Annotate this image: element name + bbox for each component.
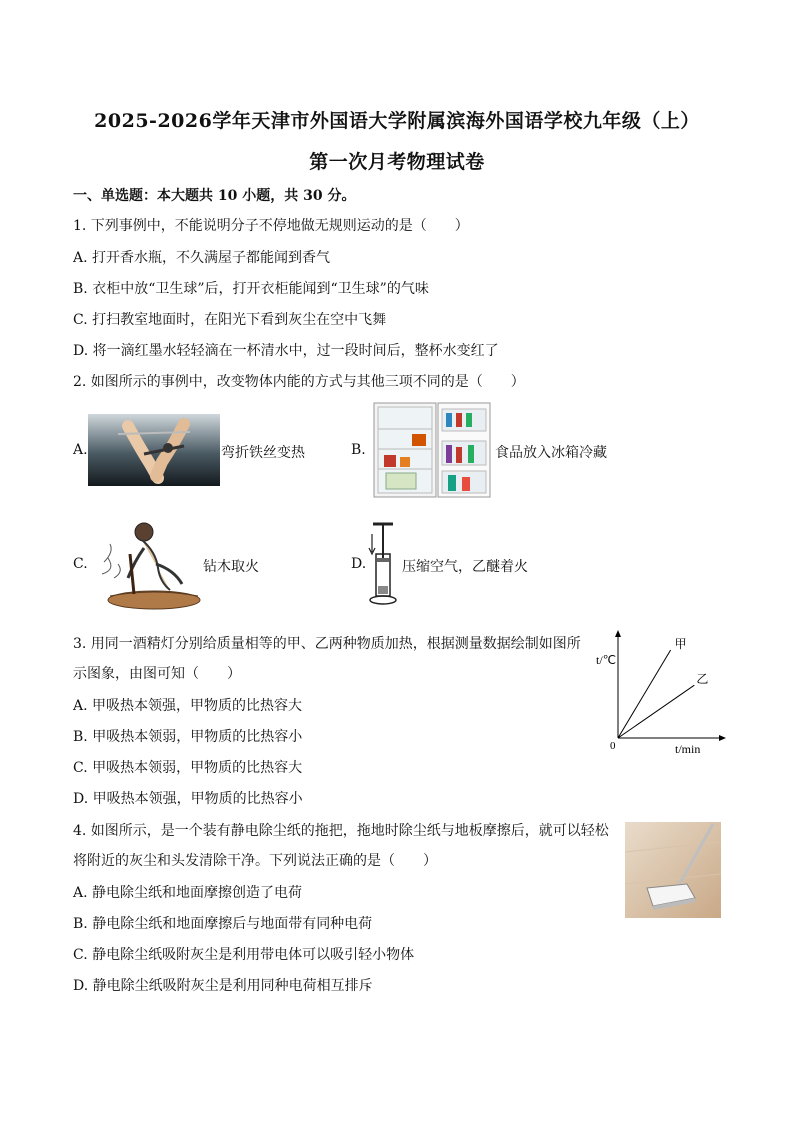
chart-series-label-2: 乙 [696, 672, 709, 687]
temperature-time-chart [590, 628, 730, 764]
q3-option-c: C. 甲吸热本领弱，甲物质的比热容大 [73, 760, 303, 776]
chart-series-line-2 [618, 685, 694, 738]
refrigerator-image [372, 401, 494, 499]
q2-option-b-label: B. [351, 442, 366, 458]
q2-option-b-caption: 食品放入冰箱冷藏 [495, 445, 607, 461]
q1-option-c: C. 打扫教室地面时，在阳光下看到灰尘在空中飞舞 [73, 312, 387, 328]
q1-option-d: D. 将一滴红墨水轻轻滴在一杯清水中，过一段时间后，整杯水变红了 [73, 343, 499, 359]
q2-option-d-caption: 压缩空气，乙醚着火 [402, 559, 528, 575]
q1-option-a: A. 打开香水瓶，不久满屋子都能闻到香气 [73, 250, 331, 266]
q4-option-c: C. 静电除尘纸吸附灰尘是利用带电体可以吸引轻小物体 [73, 947, 415, 963]
exam-title-line2: 第一次月考物理试卷 [309, 151, 485, 173]
q4-stem-line2: 将附近的灰尘和头发清除干净。下列说法正确的是（ ） [73, 853, 437, 869]
electrostatic-mop-image [625, 822, 721, 918]
q4-option-a: A. 静电除尘纸和地面摩擦创造了电荷 [73, 885, 303, 901]
drilling-wood-fire-image [94, 518, 204, 612]
q4-stem-line1: 4. 如图所示，是一个装有静电除尘纸的拖把，拖地时除尘纸与地板摩擦后，就可以轻松 [73, 823, 609, 839]
q4-option-d: D. 静电除尘纸吸附灰尘是利用同种电荷相互排斥 [73, 978, 373, 994]
q2-option-a-label: A. [73, 442, 88, 458]
q2-option-a-caption: 弯折铁丝变热 [221, 445, 305, 461]
section-heading: 一、单选题：本大题共 10 小题，共 30 分。 [73, 188, 356, 204]
exam-title-line1: 2025-2026学年天津市外国语大学附属滨海外国语学校九年级（上） [94, 110, 700, 132]
q2-option-c-label: C. [73, 556, 88, 572]
chart-origin-label: 0 [610, 740, 616, 752]
chart-y-arrow [615, 630, 621, 637]
chart-series-line-1 [618, 650, 671, 738]
air-compression-apparatus-image [366, 518, 400, 608]
q3-option-d: D. 甲吸热本领强，甲物质的比热容小 [73, 791, 303, 807]
q3-stem-line1: 3. 用同一酒精灯分别给质量相等的甲、乙两种物质加热，根据测量数据绘制如图所 [73, 636, 581, 652]
q4-option-b: B. 静电除尘纸和地面摩擦后与地面带有同种电荷 [73, 916, 373, 932]
q1-option-b: B. 衣柜中放“卫生球”后，打开衣柜能闻到“卫生球”的气味 [73, 281, 429, 297]
q3-stem-line2: 示图象，由图可知（ ） [73, 666, 241, 682]
q1-stem: 1. 下列事例中，不能说明分子不停地做无规则运动的是（ ） [73, 218, 469, 234]
chart-xlabel: t/min [675, 742, 701, 756]
q3-option-a: A. 甲吸热本领强，甲物质的比热容大 [73, 698, 303, 714]
q3-option-b: B. 甲吸热本领弱，甲物质的比热容小 [73, 729, 303, 745]
q2-option-d-label: D. [351, 556, 367, 572]
chart-series-group [618, 637, 708, 738]
chart-axes [615, 630, 726, 741]
q2-stem: 2. 如图所示的事例中，改变物体内能的方式与其他三项不同的是（ ） [73, 374, 525, 390]
q2-option-c-caption: 钻木取火 [203, 559, 259, 575]
chart-series-label-1: 甲 [674, 637, 687, 651]
bending-wire-image [88, 414, 220, 486]
chart-ylabel: t/℃ [596, 653, 617, 667]
chart-x-arrow [719, 735, 726, 741]
